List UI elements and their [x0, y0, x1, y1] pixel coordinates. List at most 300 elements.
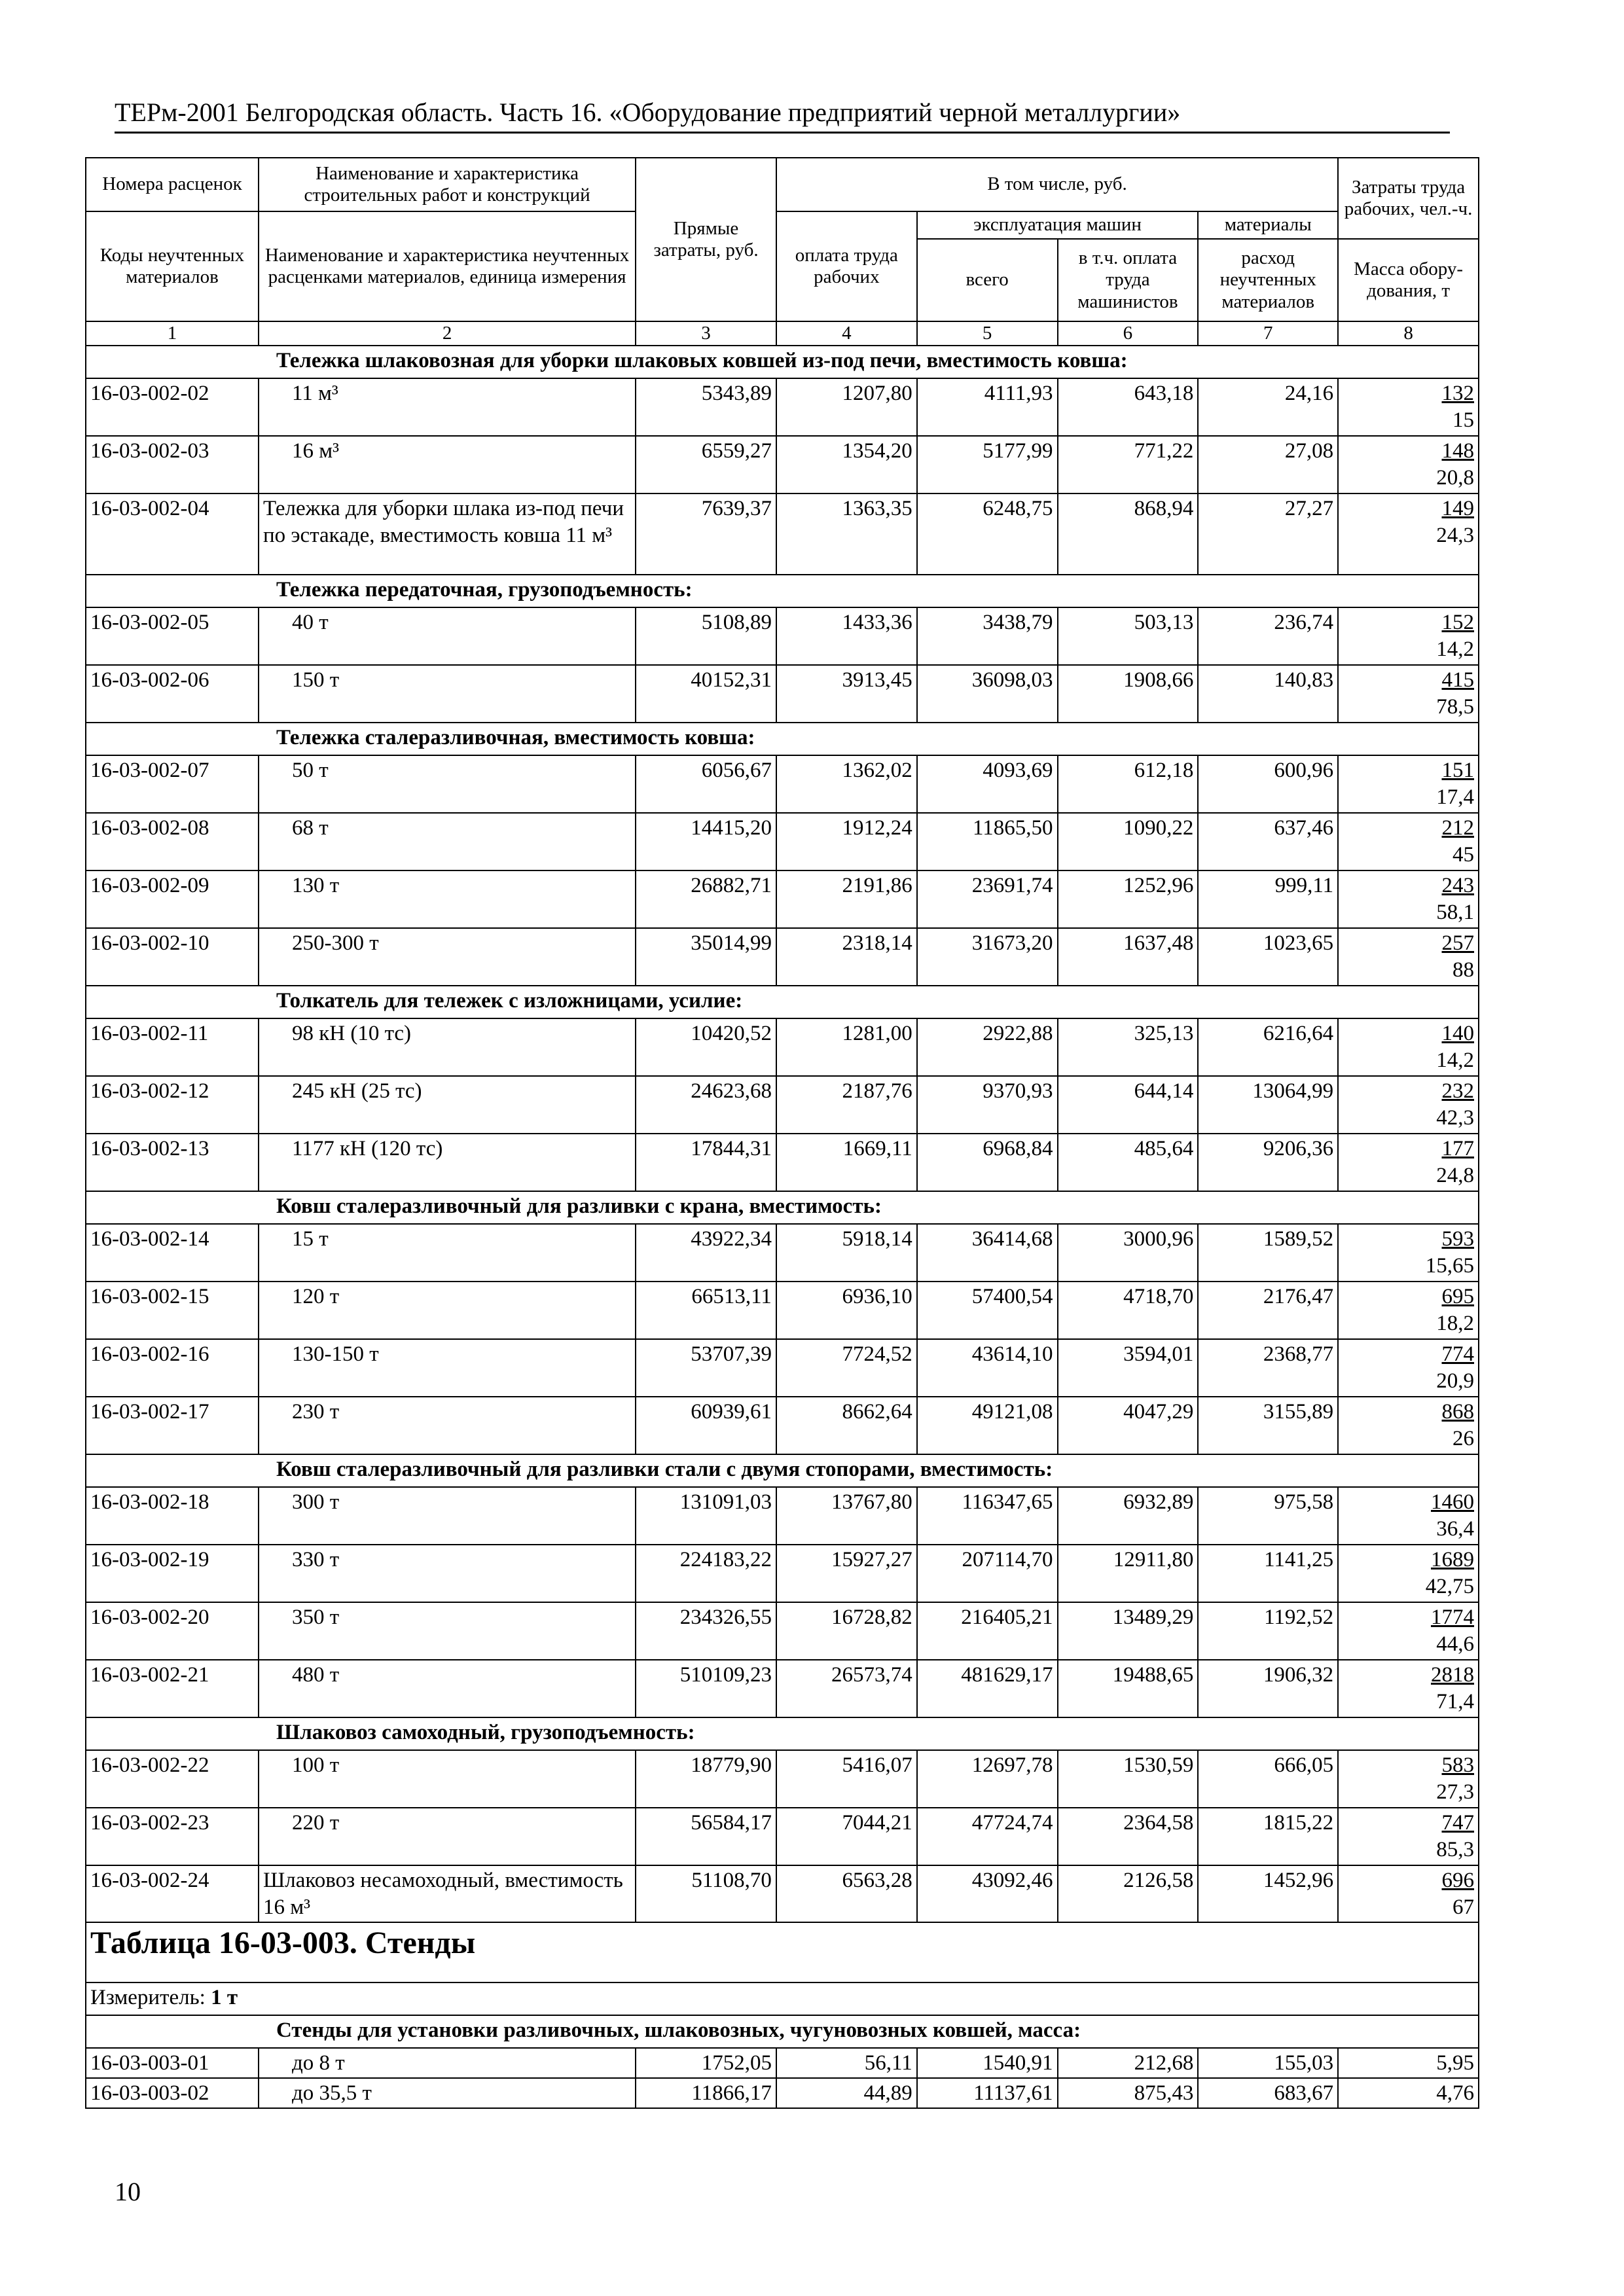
col-header-machine-operation: эксплуатация машин	[917, 211, 1199, 239]
col-header-labor-hours: Затраты труда рабочих, чел.-ч.	[1338, 158, 1479, 239]
section-title: Толкатель для тележек с изложницами, усилие:	[86, 986, 1479, 1018]
direct-costs: 66513,11	[636, 1282, 776, 1339]
section-row	[86, 986, 1479, 1018]
worker-pay: 1207,80	[776, 378, 917, 436]
rate-name: 98 кН (10 тс)	[259, 1018, 636, 1076]
labor-and-mass	[1338, 493, 1479, 575]
table-row	[86, 1397, 1479, 1454]
operator-pay: 1252,96	[1058, 870, 1199, 928]
worker-pay: 1281,00	[776, 1018, 917, 1076]
equipment-mass: 36,4	[1436, 1516, 1474, 1541]
direct-costs: 5108,89	[636, 607, 776, 665]
rate-code: 16-03-002-02	[86, 378, 259, 436]
labor-and-mass	[1338, 436, 1479, 493]
labor-and-mass	[1338, 1602, 1479, 1660]
labor-hours: 148	[1441, 439, 1474, 463]
worker-pay: 1433,36	[776, 607, 917, 665]
rate-name: 480 т	[259, 1660, 636, 1717]
operator-pay: 875,43	[1058, 2078, 1199, 2108]
labor-and-mass	[1338, 1339, 1479, 1397]
worker-pay: 2187,76	[776, 1076, 917, 1134]
labor-hours: 243	[1441, 874, 1474, 898]
col-header-material-names: Наименование и характеристика неучтенных расценками материалов, единица измерения	[259, 211, 636, 321]
section-title: Ковш сталеразливочный для разливки стали с двумя стопорами, вместимость:	[86, 1454, 1479, 1487]
worker-pay: 5918,14	[776, 1224, 917, 1282]
equipment-mass: 20,9	[1436, 1369, 1474, 1393]
section-title: Тележка передаточная, грузоподъемность:	[86, 575, 1479, 607]
equipment-mass: 45	[1453, 842, 1474, 867]
col-header-materials: материалы	[1198, 211, 1338, 239]
col-number-2: 2	[259, 321, 636, 346]
worker-pay: 16728,82	[776, 1602, 917, 1660]
direct-costs: 5343,89	[636, 378, 776, 436]
labor-and-mass	[1338, 870, 1479, 928]
materials: 27,27	[1198, 493, 1338, 575]
equipment-mass: 14,2	[1436, 637, 1474, 661]
col-header-material-codes: Коды неучтенных материалов	[86, 211, 259, 321]
equipment-mass: 44,6	[1436, 1632, 1474, 1656]
rate-code: 16-03-002-15	[86, 1282, 259, 1339]
machine-total: 47724,74	[917, 1808, 1058, 1865]
materials: 13064,99	[1198, 1076, 1338, 1134]
materials: 1906,32	[1198, 1660, 1338, 1717]
section-row	[86, 723, 1479, 755]
equipment-mass: 58,1	[1436, 900, 1474, 924]
direct-costs: 17844,31	[636, 1134, 776, 1191]
rate-code: 16-03-002-05	[86, 607, 259, 665]
materials: 2368,77	[1198, 1339, 1338, 1397]
materials: 683,67	[1198, 2078, 1338, 2108]
rate-code: 16-03-002-03	[86, 436, 259, 493]
rate-name: 100 т	[259, 1750, 636, 1808]
equipment-mass: 26	[1453, 1426, 1474, 1450]
labor-hours: 415	[1441, 668, 1474, 692]
materials: 1023,65	[1198, 928, 1338, 986]
materials: 1192,52	[1198, 1602, 1338, 1660]
materials: 1815,22	[1198, 1808, 1338, 1865]
operator-pay: 2126,58	[1058, 1865, 1199, 1922]
worker-pay: 3913,45	[776, 665, 917, 723]
rate-name: 40 т	[259, 607, 636, 665]
machine-total: 1540,91	[917, 2048, 1058, 2078]
equipment-mass: 42,75	[1425, 1574, 1474, 1598]
rate-code: 16-03-002-10	[86, 928, 259, 986]
table-row	[86, 1865, 1479, 1922]
operator-pay: 612,18	[1058, 755, 1199, 813]
equipment-mass: 14,2	[1436, 1048, 1474, 1072]
measure-cell	[86, 1982, 1479, 2015]
operator-pay: 212,68	[1058, 2048, 1199, 2078]
rate-code: 16-03-002-11	[86, 1018, 259, 1076]
table-row	[86, 1339, 1479, 1397]
worker-pay: 6563,28	[776, 1865, 917, 1922]
materials: 999,11	[1198, 870, 1338, 928]
table-row	[86, 378, 1479, 436]
labor-hours: 132	[1441, 382, 1474, 406]
table-row	[86, 1487, 1479, 1545]
materials: 155,03	[1198, 2048, 1338, 2078]
labor-hours: 5,95	[1338, 2048, 1479, 2078]
equipment-mass: 71,4	[1436, 1689, 1474, 1713]
operator-pay: 868,94	[1058, 493, 1199, 575]
machine-total: 6968,84	[917, 1134, 1058, 1191]
direct-costs: 43922,34	[636, 1224, 776, 1282]
machine-total: 36098,03	[917, 665, 1058, 723]
labor-hours: 152	[1441, 611, 1474, 635]
direct-costs: 51108,70	[636, 1865, 776, 1922]
labor-hours: 695	[1441, 1285, 1474, 1309]
operator-pay: 3594,01	[1058, 1339, 1199, 1397]
labor-hours: 593	[1441, 1227, 1474, 1251]
equipment-mass: 15	[1453, 408, 1474, 432]
machine-total: 4093,69	[917, 755, 1058, 813]
col-number-4: 4	[776, 321, 917, 346]
table-row	[86, 2078, 1479, 2108]
rate-name: 220 т	[259, 1808, 636, 1865]
equipment-mass: 20,8	[1436, 465, 1474, 490]
machine-total: 116347,65	[917, 1487, 1058, 1545]
labor-hours: 140	[1441, 1022, 1474, 1046]
labor-and-mass	[1338, 813, 1479, 870]
machine-total: 49121,08	[917, 1397, 1058, 1454]
operator-pay: 325,13	[1058, 1018, 1199, 1076]
direct-costs: 510109,23	[636, 1660, 776, 1717]
worker-pay: 1354,20	[776, 436, 917, 493]
operator-pay: 12911,80	[1058, 1545, 1199, 1602]
col-number-3: 3	[636, 321, 776, 346]
section-title: Ковш сталеразливочный для разливки с крана, вместимость:	[86, 1191, 1479, 1224]
labor-hours: 151	[1441, 759, 1474, 783]
rate-name: 1177 кН (120 тс)	[259, 1134, 636, 1191]
worker-pay: 1363,35	[776, 493, 917, 575]
rate-name: 120 т	[259, 1282, 636, 1339]
worker-pay: 13767,80	[776, 1487, 917, 1545]
worker-pay: 2318,14	[776, 928, 917, 986]
labor-and-mass	[1338, 1487, 1479, 1545]
page-header: ТЕРм-2001 Белгородская область. Часть 16. «Оборудование предприятий черной металлургии»	[115, 97, 1450, 134]
equipment-mass: 15,65	[1425, 1253, 1474, 1278]
direct-costs: 24623,68	[636, 1076, 776, 1134]
worker-pay: 7724,52	[776, 1339, 917, 1397]
rate-code: 16-03-002-17	[86, 1397, 259, 1454]
machine-total: 207114,70	[917, 1545, 1058, 1602]
operator-pay: 4047,29	[1058, 1397, 1199, 1454]
rate-name: до 8 т	[259, 2048, 636, 2078]
materials: 1141,25	[1198, 1545, 1338, 1602]
section-row	[86, 2015, 1479, 2048]
direct-costs: 1752,05	[636, 2048, 776, 2078]
operator-pay: 19488,65	[1058, 1660, 1199, 1717]
machine-total: 2922,88	[917, 1018, 1058, 1076]
table-row	[86, 607, 1479, 665]
labor-and-mass	[1338, 1397, 1479, 1454]
table-row	[86, 493, 1479, 575]
materials: 140,83	[1198, 665, 1338, 723]
equipment-mass: 18,2	[1436, 1311, 1474, 1335]
direct-costs: 26882,71	[636, 870, 776, 928]
table-row	[86, 1602, 1479, 1660]
operator-pay: 771,22	[1058, 436, 1199, 493]
section-row	[86, 346, 1479, 378]
labor-hours: 149	[1441, 497, 1474, 521]
table-title: Таблица 16-03-003. Стенды	[86, 1922, 1479, 1982]
worker-pay: 1362,02	[776, 755, 917, 813]
col-header-work-name: Наименование и характеристика строительных работ и конструкций	[259, 158, 636, 211]
worker-pay: 44,89	[776, 2078, 917, 2108]
direct-costs: 35014,99	[636, 928, 776, 986]
direct-costs: 11866,17	[636, 2078, 776, 2108]
table-row	[86, 928, 1479, 986]
materials: 2176,47	[1198, 1282, 1338, 1339]
rate-name: 350 т	[259, 1602, 636, 1660]
table-row	[86, 755, 1479, 813]
direct-costs: 56584,17	[636, 1808, 776, 1865]
section-title: Шлаковоз самоходный, грузоподъемность:	[86, 1717, 1479, 1750]
equipment-mass: 24,8	[1436, 1163, 1474, 1187]
labor-hours: 232	[1441, 1079, 1474, 1103]
machine-total: 9370,93	[917, 1076, 1058, 1134]
materials: 1452,96	[1198, 1865, 1338, 1922]
materials: 236,74	[1198, 607, 1338, 665]
equipment-mass: 17,4	[1436, 785, 1474, 809]
equipment-mass: 42,3	[1436, 1105, 1474, 1130]
labor-hours: 1460	[1431, 1490, 1474, 1515]
rate-code: 16-03-002-06	[86, 665, 259, 723]
machine-total: 23691,74	[917, 870, 1058, 928]
col-header-unaccounted-materials: расход неучтенных материалов	[1198, 239, 1338, 321]
labor-hours: 4,76	[1338, 2078, 1479, 2108]
rates-table	[85, 157, 1479, 2109]
col-header-equipment-mass: Масса обору-дования, т	[1338, 239, 1479, 321]
section-row	[86, 1454, 1479, 1487]
machine-total: 6248,75	[917, 493, 1058, 575]
direct-costs: 60939,61	[636, 1397, 776, 1454]
table-row	[86, 1224, 1479, 1282]
direct-costs: 40152,31	[636, 665, 776, 723]
section-title: Тележка сталеразливочная, вместимость ковша:	[86, 723, 1479, 755]
labor-and-mass	[1338, 1282, 1479, 1339]
measure-label: Измеритель:	[90, 1985, 211, 2009]
section-row	[86, 1191, 1479, 1224]
rate-name: 230 т	[259, 1397, 636, 1454]
table-row	[86, 1134, 1479, 1191]
labor-hours: 696	[1441, 1869, 1474, 1893]
machine-total: 12697,78	[917, 1750, 1058, 1808]
labor-hours: 212	[1441, 816, 1474, 840]
machine-total: 11865,50	[917, 813, 1058, 870]
materials: 3155,89	[1198, 1397, 1338, 1454]
rate-name: 130-150 т	[259, 1339, 636, 1397]
col-header-including: В том числе, руб.	[776, 158, 1338, 211]
rate-code: 16-03-003-01	[86, 2048, 259, 2078]
table-title-row	[86, 1922, 1479, 1982]
labor-hours: 868	[1441, 1400, 1474, 1424]
col-header-rate-numbers: Номера расценок	[86, 158, 259, 211]
rate-code: 16-03-002-24	[86, 1865, 259, 1922]
rate-name: 130 т	[259, 870, 636, 928]
materials: 975,58	[1198, 1487, 1338, 1545]
materials: 9206,36	[1198, 1134, 1338, 1191]
rate-name: 150 т	[259, 665, 636, 723]
table-row	[86, 1660, 1479, 1717]
operator-pay: 643,18	[1058, 378, 1199, 436]
rate-name: 11 м³	[259, 378, 636, 436]
operator-pay: 644,14	[1058, 1076, 1199, 1134]
machine-total: 31673,20	[917, 928, 1058, 986]
labor-and-mass	[1338, 928, 1479, 986]
labor-hours: 583	[1441, 1753, 1474, 1778]
labor-and-mass	[1338, 1076, 1479, 1134]
rate-code: 16-03-002-19	[86, 1545, 259, 1602]
labor-and-mass	[1338, 378, 1479, 436]
rate-name: 68 т	[259, 813, 636, 870]
operator-pay: 1090,22	[1058, 813, 1199, 870]
rate-name: Шлаковоз несамоходный, вместимость 16 м³	[259, 1865, 636, 1922]
direct-costs: 10420,52	[636, 1018, 776, 1076]
rate-code: 16-03-002-13	[86, 1134, 259, 1191]
operator-pay: 1908,66	[1058, 665, 1199, 723]
worker-pay: 7044,21	[776, 1808, 917, 1865]
direct-costs: 131091,03	[636, 1487, 776, 1545]
operator-pay: 13489,29	[1058, 1602, 1199, 1660]
direct-costs: 224183,22	[636, 1545, 776, 1602]
col-header-machine-total: всего	[917, 239, 1058, 321]
labor-hours: 774	[1441, 1342, 1474, 1367]
labor-and-mass	[1338, 1224, 1479, 1282]
labor-hours: 2818	[1431, 1663, 1474, 1687]
table-row	[86, 665, 1479, 723]
col-header-worker-pay: оплата труда рабочих	[776, 211, 917, 321]
labor-and-mass	[1338, 1134, 1479, 1191]
equipment-mass: 24,3	[1436, 523, 1474, 547]
machine-total: 57400,54	[917, 1282, 1058, 1339]
table-row	[86, 2048, 1479, 2078]
table-row	[86, 1282, 1479, 1339]
col-number-6: 6	[1058, 321, 1199, 346]
direct-costs: 18779,90	[636, 1750, 776, 1808]
rate-code: 16-03-002-18	[86, 1487, 259, 1545]
operator-pay: 3000,96	[1058, 1224, 1199, 1282]
col-header-direct-costs: Прямые затраты, руб.	[636, 158, 776, 321]
machine-total: 3438,79	[917, 607, 1058, 665]
rate-code: 16-03-002-08	[86, 813, 259, 870]
materials: 1589,52	[1198, 1224, 1338, 1282]
col-header-operator-pay: в т.ч. оплата труда машинистов	[1058, 239, 1199, 321]
materials: 637,46	[1198, 813, 1338, 870]
labor-and-mass	[1338, 1750, 1479, 1808]
labor-and-mass	[1338, 665, 1479, 723]
labor-hours: 1689	[1431, 1548, 1474, 1572]
labor-and-mass	[1338, 1018, 1479, 1076]
col-number-8: 8	[1338, 321, 1479, 346]
rate-code: 16-03-002-20	[86, 1602, 259, 1660]
worker-pay: 15927,27	[776, 1545, 917, 1602]
rate-name: 16 м³	[259, 436, 636, 493]
table-row	[86, 436, 1479, 493]
rate-name: 300 т	[259, 1487, 636, 1545]
worker-pay: 8662,64	[776, 1397, 917, 1454]
rate-code: 16-03-002-22	[86, 1750, 259, 1808]
materials: 27,08	[1198, 436, 1338, 493]
operator-pay: 503,13	[1058, 607, 1199, 665]
worker-pay: 6936,10	[776, 1282, 917, 1339]
table-row	[86, 1750, 1479, 1808]
machine-total: 481629,17	[917, 1660, 1058, 1717]
page-number: 10	[115, 2177, 141, 2206]
operator-pay: 2364,58	[1058, 1808, 1199, 1865]
operator-pay: 4718,70	[1058, 1282, 1199, 1339]
machine-total: 43614,10	[917, 1339, 1058, 1397]
equipment-mass: 88	[1453, 958, 1474, 982]
rate-name: 250-300 т	[259, 928, 636, 986]
col-number-1: 1	[86, 321, 259, 346]
machine-total: 5177,99	[917, 436, 1058, 493]
measure-unit: 1 т	[211, 1985, 238, 2009]
col-number-7: 7	[1198, 321, 1338, 346]
direct-costs: 14415,20	[636, 813, 776, 870]
labor-hours: 257	[1441, 931, 1474, 956]
machine-total: 216405,21	[917, 1602, 1058, 1660]
direct-costs: 234326,55	[636, 1602, 776, 1660]
labor-hours: 747	[1441, 1811, 1474, 1835]
operator-pay: 1530,59	[1058, 1750, 1199, 1808]
table-row	[86, 1545, 1479, 1602]
worker-pay: 56,11	[776, 2048, 917, 2078]
labor-and-mass	[1338, 607, 1479, 665]
equipment-mass: 27,3	[1436, 1780, 1474, 1804]
section-row	[86, 1717, 1479, 1750]
rate-name: 50 т	[259, 755, 636, 813]
table-row	[86, 1018, 1479, 1076]
worker-pay: 1912,24	[776, 813, 917, 870]
section-title: Тележка шлаковозная для уборки шлаковых ковшей из-под печи, вместимость ковша:	[86, 346, 1479, 378]
rate-code: 16-03-002-21	[86, 1660, 259, 1717]
direct-costs: 6559,27	[636, 436, 776, 493]
rate-name: 245 кН (25 тс)	[259, 1076, 636, 1134]
worker-pay: 5416,07	[776, 1750, 917, 1808]
labor-and-mass	[1338, 1808, 1479, 1865]
operator-pay: 6932,89	[1058, 1487, 1199, 1545]
machine-total: 11137,61	[917, 2078, 1058, 2108]
rate-code: 16-03-002-04	[86, 493, 259, 575]
section-row	[86, 575, 1479, 607]
materials: 600,96	[1198, 755, 1338, 813]
machine-total: 4111,93	[917, 378, 1058, 436]
materials: 6216,64	[1198, 1018, 1338, 1076]
table-row	[86, 870, 1479, 928]
labor-hours: 177	[1441, 1137, 1474, 1161]
machine-total: 43092,46	[917, 1865, 1058, 1922]
equipment-mass: 85,3	[1436, 1837, 1474, 1861]
direct-costs: 53707,39	[636, 1339, 776, 1397]
labor-and-mass	[1338, 1545, 1479, 1602]
rate-code: 16-03-002-09	[86, 870, 259, 928]
equipment-mass: 78,5	[1436, 694, 1474, 719]
rate-code: 16-03-002-12	[86, 1076, 259, 1134]
rate-name: Тележка для уборки шлака из-под печи по эстакаде, вместимость ковша 11 м³	[259, 493, 636, 575]
table-row	[86, 813, 1479, 870]
rate-code: 16-03-002-23	[86, 1808, 259, 1865]
machine-total: 36414,68	[917, 1224, 1058, 1282]
rate-name: 15 т	[259, 1224, 636, 1282]
equipment-mass: 67	[1453, 1895, 1474, 1919]
direct-costs: 6056,67	[636, 755, 776, 813]
rate-code: 16-03-002-14	[86, 1224, 259, 1282]
rate-code: 16-03-002-16	[86, 1339, 259, 1397]
col-number-5: 5	[917, 321, 1058, 346]
operator-pay: 485,64	[1058, 1134, 1199, 1191]
rate-code: 16-03-003-02	[86, 2078, 259, 2108]
